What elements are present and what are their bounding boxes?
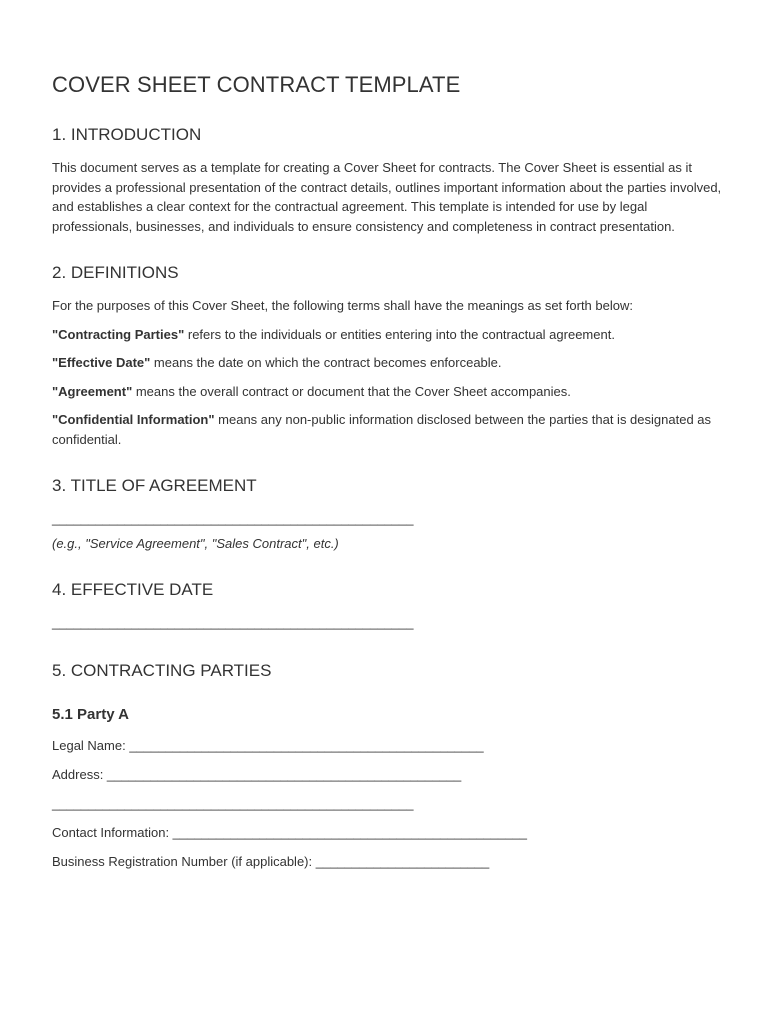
contact-information-field[interactable]: _________________________________________________ <box>172 825 527 840</box>
address-field[interactable]: _________________________________________________ <box>106 767 462 782</box>
contact-information-row <box>52 823 722 842</box>
legal-name-row <box>52 736 722 755</box>
definitions-heading: 2. DEFINITIONS <box>52 263 179 282</box>
definition-term: "Agreement" <box>52 383 133 399</box>
effective-date-heading: 4. EFFECTIVE DATE <box>52 580 214 599</box>
address-label: Address: <box>52 767 107 782</box>
introduction-body: This document serves as a template for creating a Cover Sheet for contracts. The Cover Sheet is essential as it provides a professional presentation of the contract details, outlines important information about the parties involved, and establishes a clear context for the contractual agreement. This template is intended for use by legal professionals, businesses, and individuals to ensure consistency and completeness in contract presentation. <box>52 160 722 234</box>
address-line2-row <box>52 794 722 813</box>
section-definitions <box>52 262 722 449</box>
document-title: COVER SHEET CONTRACT TEMPLATE <box>52 72 461 97</box>
contact-information-label: Contact Information: <box>52 825 173 840</box>
legal-name-field[interactable]: _________________________________________________ <box>129 738 484 753</box>
introduction-heading: 1. INTRODUCTION <box>52 125 202 144</box>
definitions-lead: For the purposes of this Cover Sheet, the following terms shall have the meanings as set forth below: <box>52 298 633 313</box>
agreement-title-example: (e.g., "Service Agreement", "Sales Contract", etc.) <box>52 536 339 551</box>
definition-item <box>52 382 722 402</box>
definition-term: "Contracting Parties" <box>52 326 185 342</box>
definition-item <box>52 410 722 449</box>
contracting-parties-heading: 5. CONTRACTING PARTIES <box>52 661 272 680</box>
section-effective-date <box>52 579 722 632</box>
effective-date-blank[interactable]: __________________________________________________ <box>52 615 414 630</box>
section-introduction <box>52 124 722 236</box>
definition-term: "Confidential Information" <box>52 412 215 427</box>
title-of-agreement-heading: 3. TITLE OF AGREEMENT <box>52 476 257 495</box>
definition-text: means any non-public information disclosed between the parties that is designated as confidential. <box>52 412 712 447</box>
definition-term: "Effective Date" <box>52 355 151 370</box>
registration-number-label: Business Registration Number (if applicable): <box>52 854 316 869</box>
section-contracting-parties <box>52 660 722 871</box>
address-line2-field[interactable]: __________________________________________________ <box>52 796 414 811</box>
definition-item <box>52 353 722 373</box>
agreement-title-blank[interactable]: __________________________________________________ <box>52 511 414 526</box>
section-title-of-agreement <box>52 475 722 553</box>
definition-text: means the date on which the contract becomes enforceable. <box>150 355 502 370</box>
address-row <box>52 765 722 784</box>
party-a-heading: 5.1 Party A <box>52 706 129 723</box>
definition-item <box>52 325 722 345</box>
document-page <box>52 70 722 881</box>
definition-text: means the overall contract or document that the Cover Sheet accompanies. <box>132 383 571 399</box>
registration-number-row <box>52 852 722 871</box>
legal-name-label: Legal Name: <box>52 738 130 753</box>
registration-number-field[interactable]: ________________________ <box>315 854 490 869</box>
definition-text: refers to the individuals or entities entering into the contractual agreement. <box>184 326 615 342</box>
